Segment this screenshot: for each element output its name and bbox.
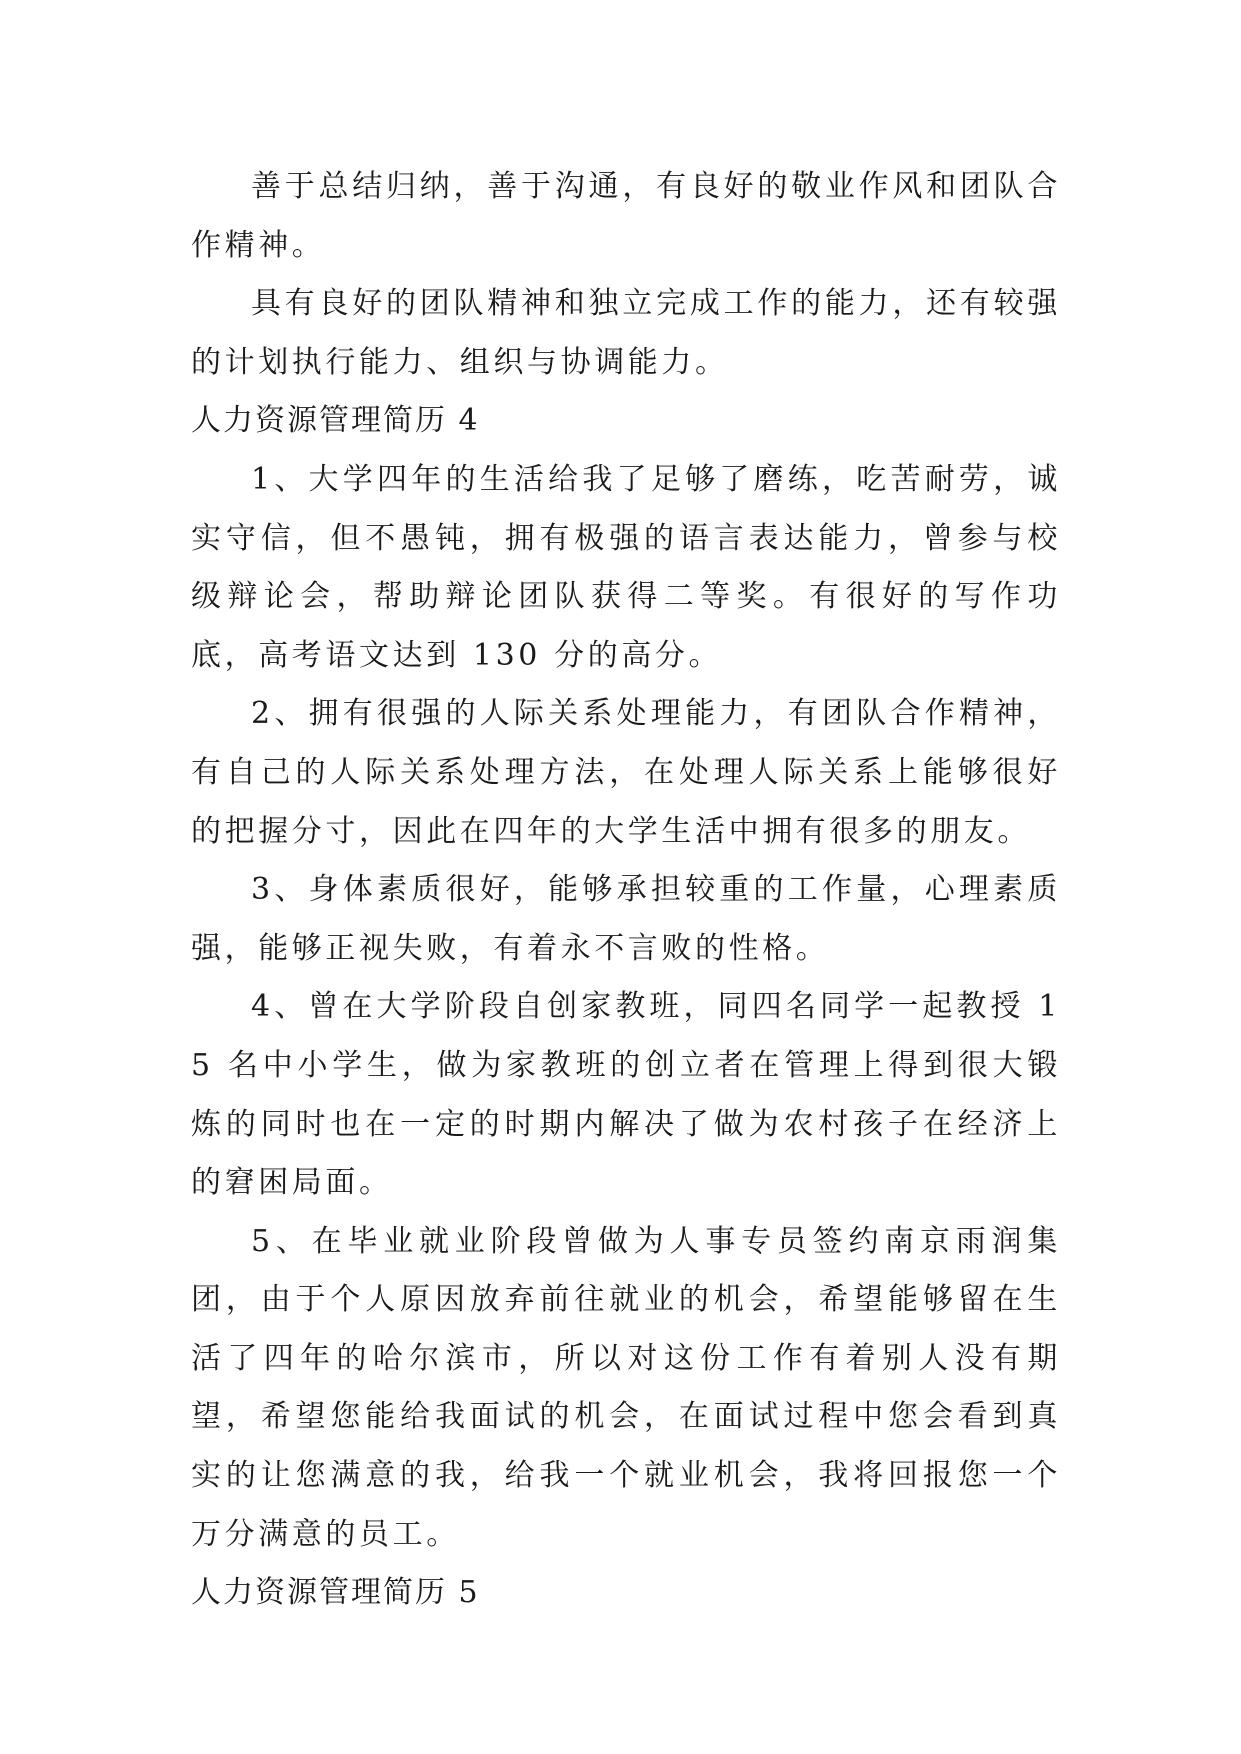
list-item-2: 2、拥有很强的人际关系处理能力，有团队合作精神，有自己的人际关系处理方法，在处理人际关系上能够很好的把握分寸，因此在四年的大学生活中拥有很多的朋友。 [191, 696, 1061, 849]
section-heading-resume-5: 人力资源管理简历 5 [191, 1575, 480, 1611]
section-heading-resume-4: 人力资源管理简历 4 [191, 403, 480, 439]
document-body [191, 158, 1061, 1623]
list-item-1: 1、大学四年的生活给我了足够了磨练，吃苦耐劳，诚实守信，但不愚钝，拥有极强的语言表达能力，曾参与校级辩论会，帮助辩论团队获得二等奖。有很好的写作功底，高考语文达到 130 分的高分。 [191, 461, 1061, 673]
paragraph-teamwork: 善于总结归纳，善于沟通，有良好的敬业作风和团队合作精神。 [191, 169, 1061, 263]
list-item-4: 4、曾在大学阶段自创家教班，同四名同学一起教授 15 名中小学生，做为家教班的创立者在管理上得到很大锻炼的同时也在一定的时期内解决了做为农村孩子在经济上的窘困局面。 [191, 989, 1061, 1201]
list-item-3: 3、身体素质很好，能够承担较重的工作量，心理素质强，能够正视失败，有着永不言败的性格。 [191, 872, 1061, 966]
paragraph-abilities: 具有良好的团队精神和独立完成工作的能力，还有较强的计划执行能力、组织与协调能力。 [191, 286, 1061, 380]
list-item-5: 5、在毕业就业阶段曾做为人事专员签约南京雨润集团，由于个人原因放弃前往就业的机会，希望能够留在生活了四年的哈尔滨市，所以对这份工作有着别人没有期望，希望您能给我面试的机会，在面试过程中您会看到真实的让您满意的我，给我一个就业机会，我将回报您一个万分满意的员工。 [191, 1223, 1061, 1552]
